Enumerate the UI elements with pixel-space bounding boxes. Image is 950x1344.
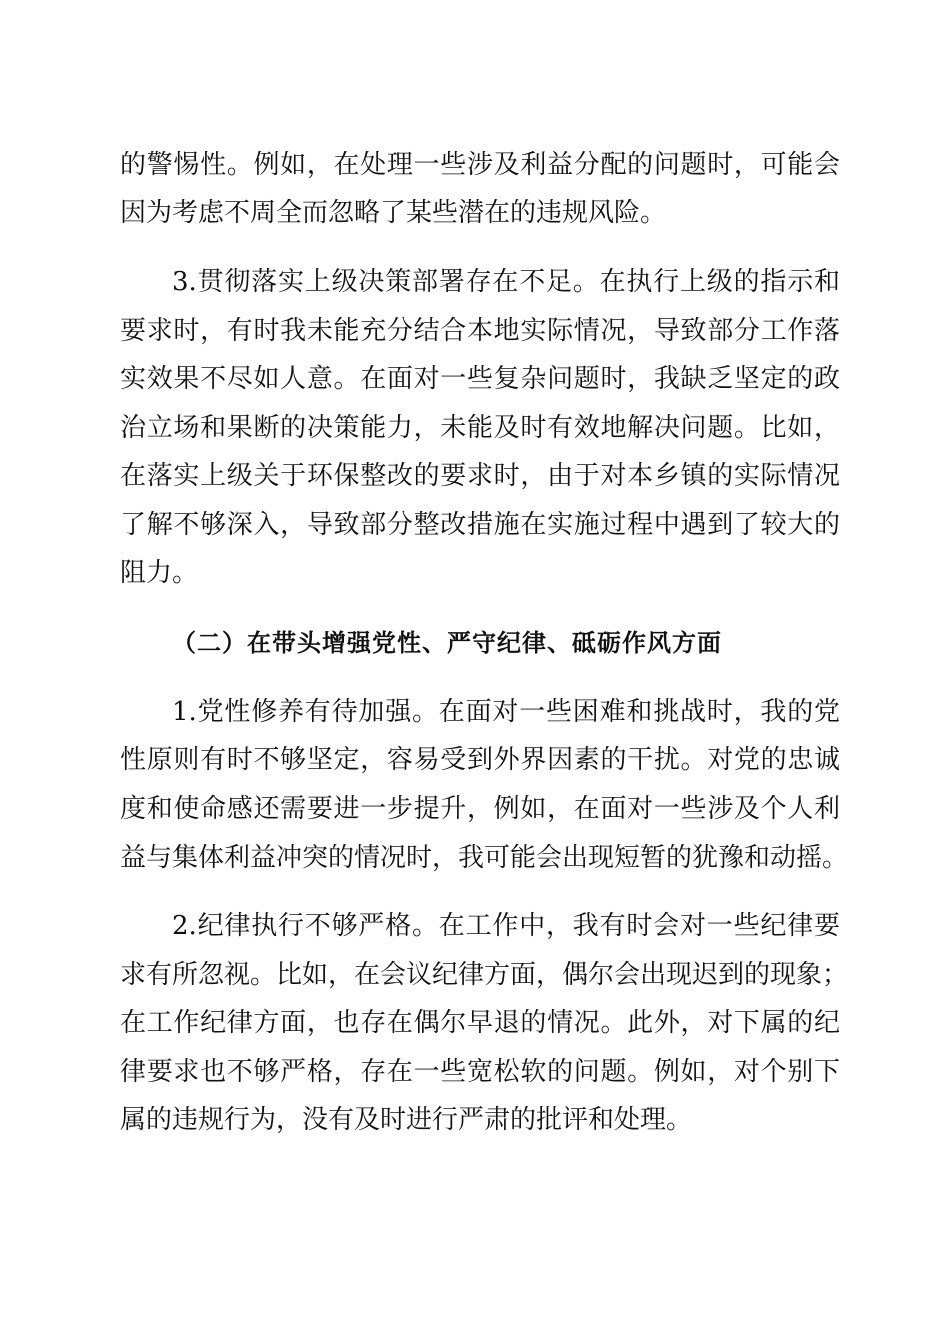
section-heading: （二）在带头增强党性、严守纪律、砥砺作风方面 (172, 629, 722, 657)
paragraph-2-line-3: 实效果不尽如人意。在面对一些复杂问题时，我缺乏坚定的政 (120, 364, 840, 394)
paragraph-4-line-2: 求有所忽视。比如，在会议纪律方面，偶尔会出现迟到的现象； (120, 960, 849, 990)
paragraph-2-line-1: 3.贯彻落实上级决策部署存在不足。在执行上级的指示和 (172, 267, 840, 297)
paragraph-4-line-4: 律要求也不够严格，存在一些宽松软的问题。例如，对个别下 (120, 1057, 840, 1087)
paragraph-2-line-7: 阻力。 (120, 558, 199, 588)
paragraph-3-line-1: 1.党性修养有待加强。在面对一些困难和挑战时，我的党 (172, 697, 840, 727)
paragraph-2-line-2: 要求时，有时我未能充分结合本地实际情况，导致部分工作落 (120, 316, 840, 346)
paragraph-4-line-5: 属的违规行为，没有及时进行严肃的批评和处理。 (120, 1105, 693, 1135)
paragraph-4-line-3: 在工作纪律方面，也存在偶尔早退的情况。此外，对下属的纪 (120, 1008, 840, 1038)
paragraph-3-line-4: 益与集体利益冲突的情况时，我可能会出现短暂的犹豫和动摇。 (120, 843, 849, 873)
paragraph-2-line-5: 在落实上级关于环保整改的要求时，由于对本乡镇的实际情况 (120, 461, 840, 491)
paragraph-3-line-3: 度和使命感还需要进一步提升，例如，在面对一些涉及个人利 (120, 794, 840, 824)
paragraph-3-line-2: 性原则有时不够坚定，容易受到外界因素的干扰。对党的忠诚 (120, 745, 840, 775)
paragraph-1-line-2: 因为考虑不周全而忽略了某些潜在的违规风险。 (120, 198, 667, 228)
paragraph-2-line-4: 治立场和果断的决策能力，未能及时有效地解决问题。比如， (120, 413, 840, 443)
paragraph-4-line-1: 2.纪律执行不够严格。在工作中，我有时会对一些纪律要 (172, 911, 840, 941)
paragraph-2-line-6: 了解不够深入，导致部分整改措施在实施过程中遇到了较大的 (120, 510, 840, 540)
paragraph-1-line-1: 的警惕性。例如，在处理一些涉及利益分配的问题时，可能会 (120, 150, 840, 180)
